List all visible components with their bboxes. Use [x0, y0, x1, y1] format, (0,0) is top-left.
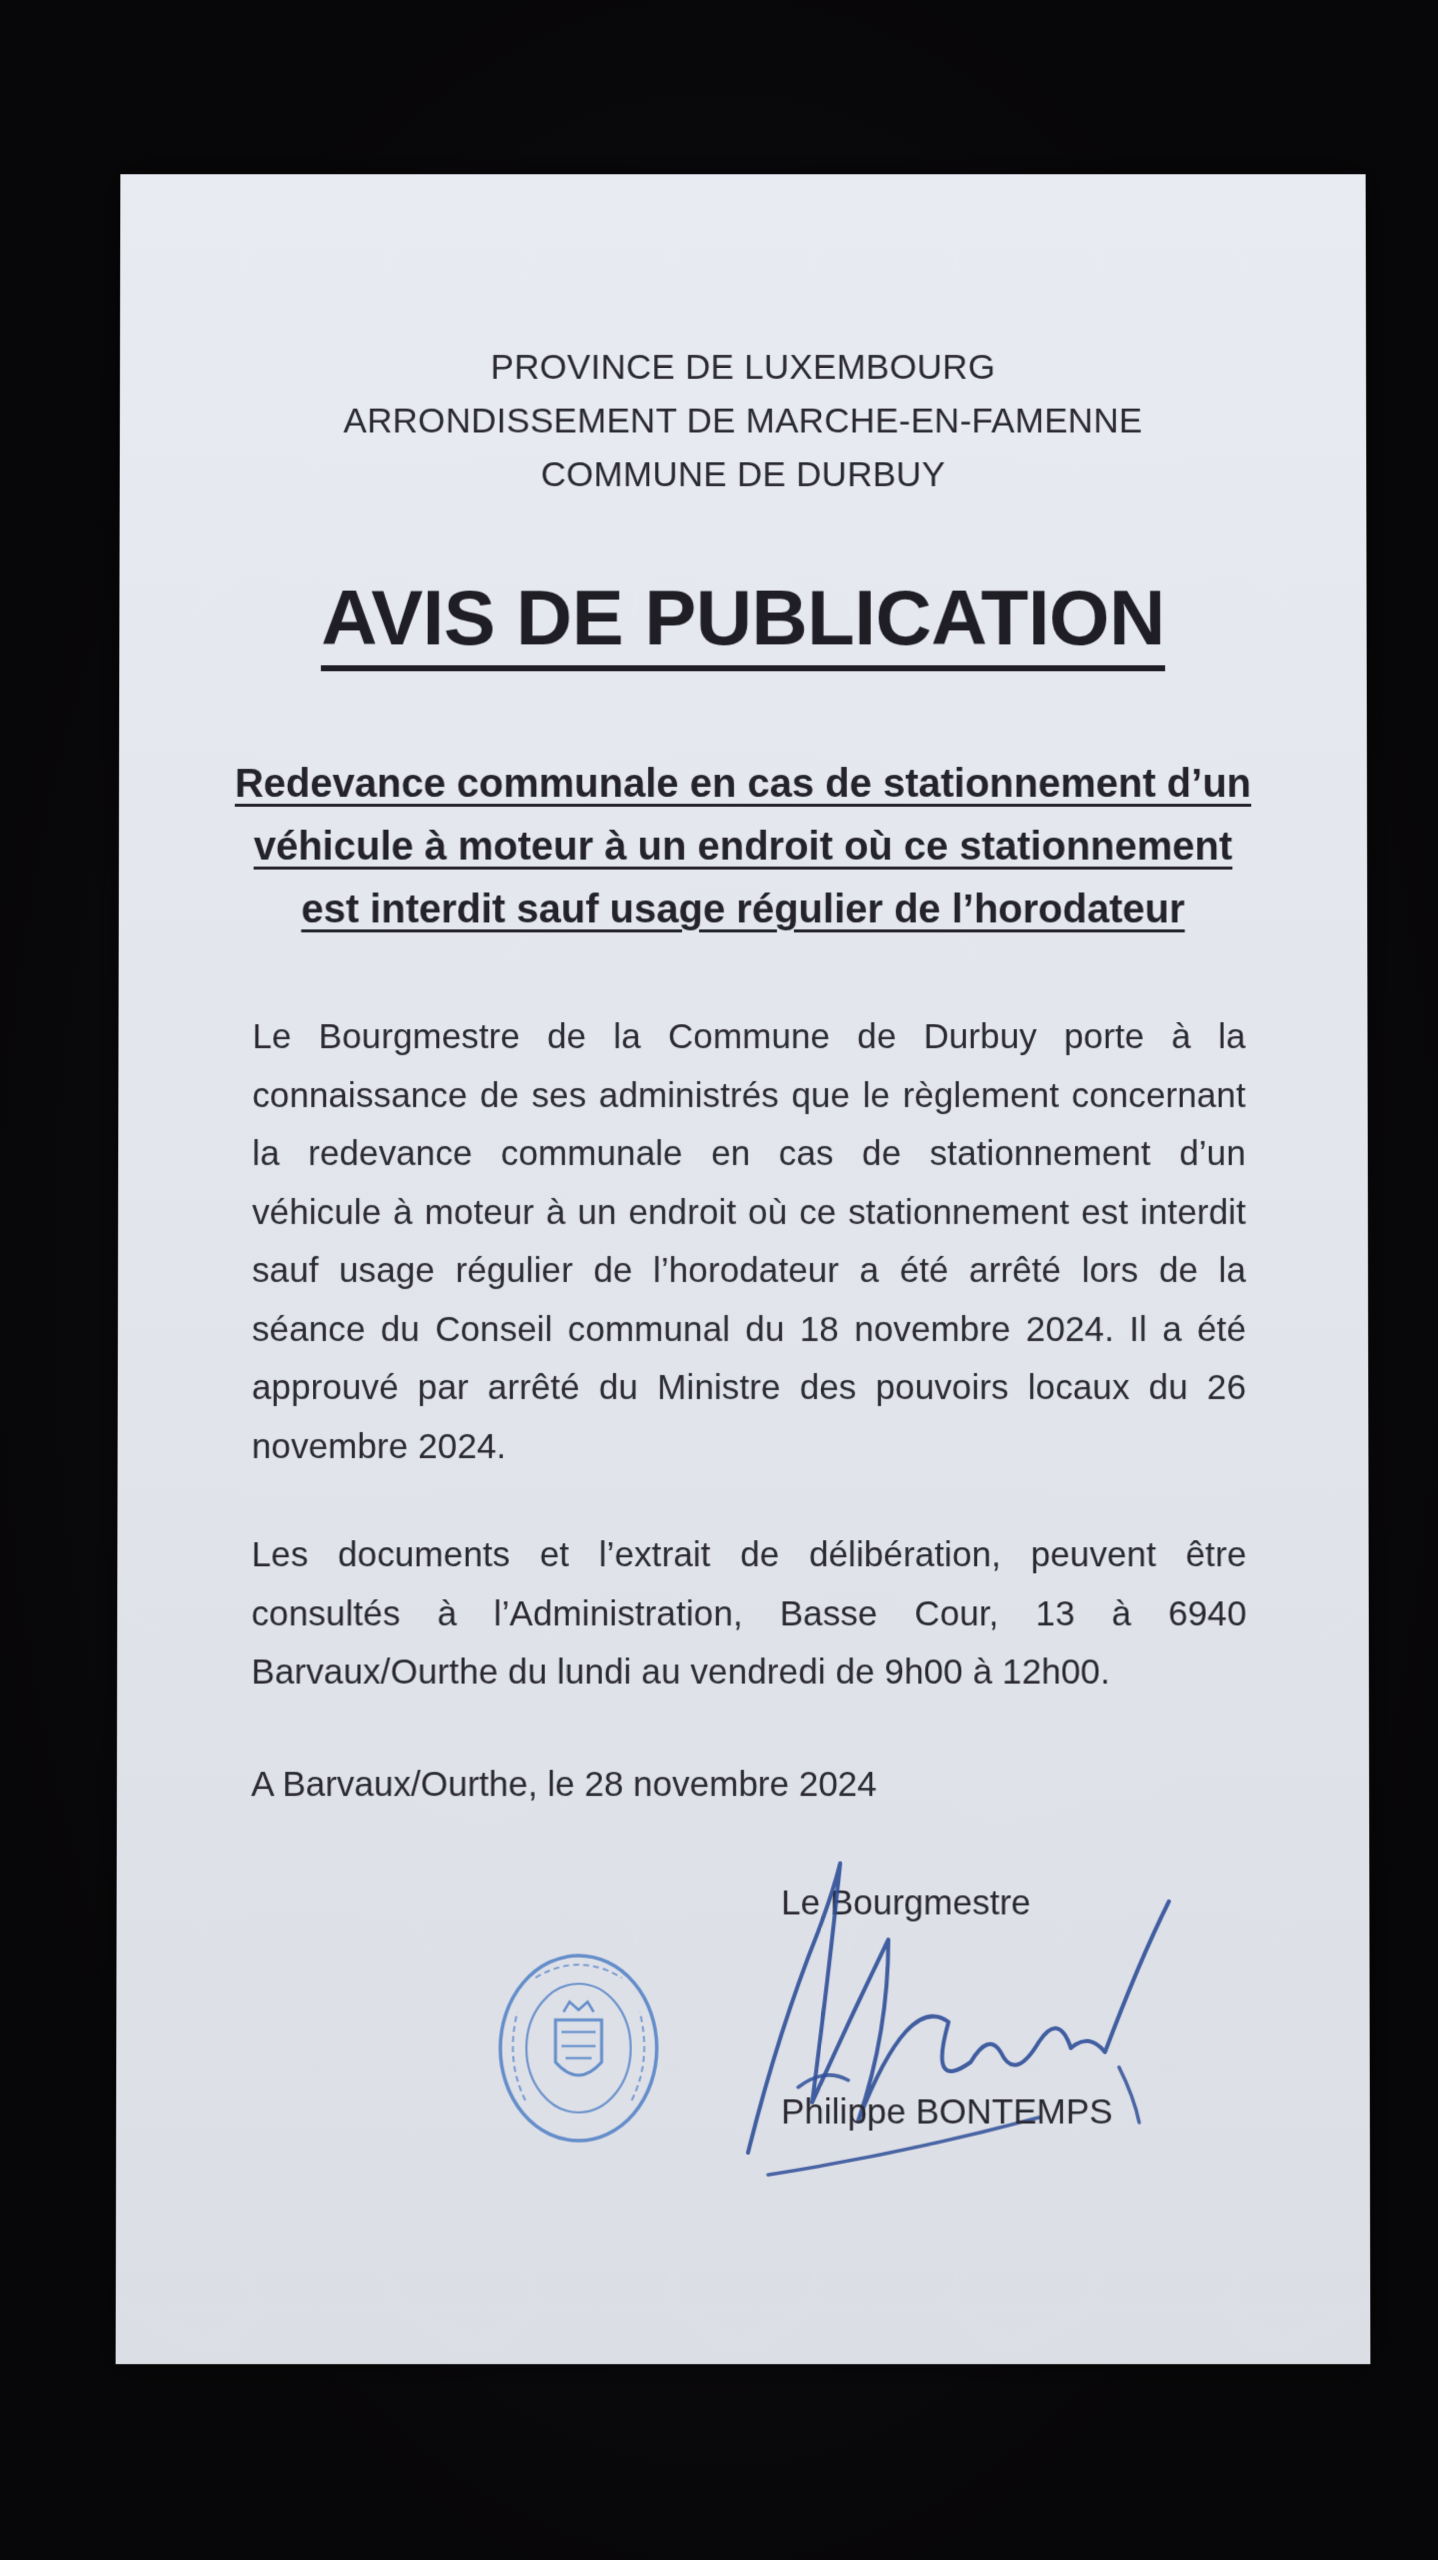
issuing-authority-header: [120, 341, 1367, 502]
header-province: PROVINCE DE LUXEMBOURG: [490, 347, 996, 387]
signatory-role: Le Bourgmestre: [781, 1883, 1031, 1923]
notice-subject: [219, 753, 1268, 941]
subject-line-2: véhicule à moteur à un endroit où ce stationnement: [253, 824, 1233, 869]
consultation-paragraph: Les documents et l’extrait de délibération, peuvent être consultés à l’Administration, Basse Cour, 13 à 6940 Barvaux/Ourthe du lundi au vendredi de 9h00 à 12h00.: [251, 1535, 1247, 1692]
header-commune: COMMUNE DE DURBUY: [540, 455, 946, 495]
subject-line-1: Redevance communale en cas de stationnement d’un: [234, 761, 1252, 806]
notice-title: [119, 572, 1366, 672]
place-and-date: A Barvaux/Ourthe, le 28 novembre 2024: [251, 1764, 877, 1804]
announcement-paragraph: Le Bourgmestre de la Commune de Durbuy porte à la connaissance de ses administrés que le règlement concernant la redevance communale en cas de stationnement d’un véhicule à moteur à un endroit où ce stationnement est interdit sauf usage régulier de l’horodateur a été arrêté lors de la séance du Conseil communal du 18 novembre 2024. Il a été approuvé par arrêté du Ministre des pouvoirs locaux du 26 novembre 2024.: [251, 1017, 1247, 1466]
subject-line-3: est interdit sauf usage régulier de l’horodateur: [301, 887, 1185, 932]
signatory-name: Philippe BONTEMPS: [781, 2092, 1113, 2132]
notice-title-text: AVIS DE PUBLICATION: [321, 572, 1165, 672]
handwritten-signature: [738, 1851, 1179, 2183]
commune-seal-stamp: [495, 1950, 662, 2147]
notice-sheet: [116, 174, 1371, 2364]
header-arrondissement: ARRONDISSEMENT DE MARCHE-EN-FAMENNE: [343, 401, 1143, 441]
